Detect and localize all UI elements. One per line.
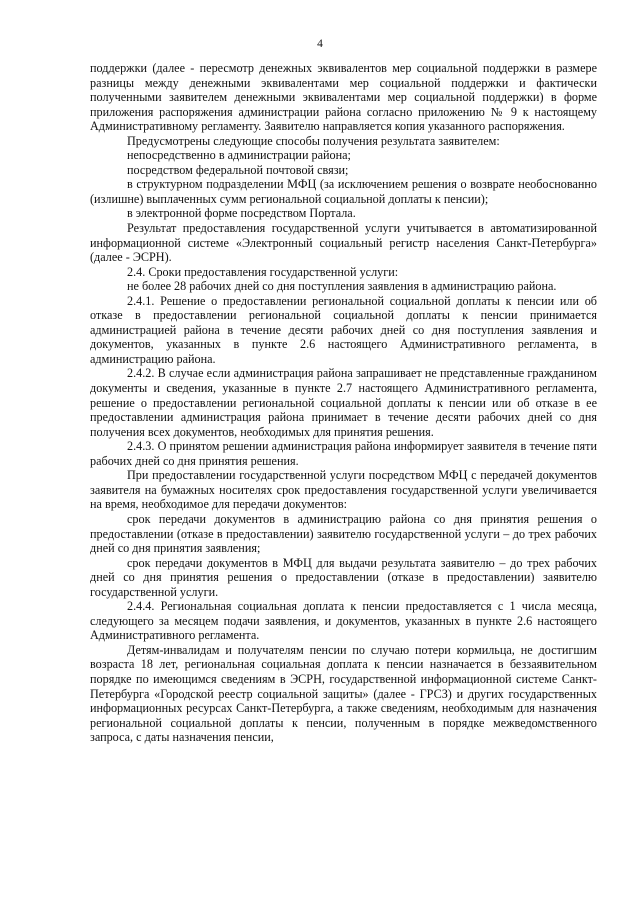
paragraph: 2.4.2. В случае если администрация района запрашивает не представленные гражданином документы и сведения, указанные в пункте 2.7 настоящего Административного регламента, решение о предоставлении региональной социальной доплаты к пенсии или об отказе в ее предоставлении администрация района принимает в течение десяти рабочих дней со дня получения всех документов, необходимых для принятия решения. [90,366,597,439]
paragraph: При предоставлении государственной услуги посредством МФЦ с передачей документов заявителя на бумажных носителях срок предоставления государственной услуги увеличивается на время, необходимое для передачи документов: [90,468,597,512]
paragraph: Детям-инвалидам и получателям пенсии по случаю потери кормильца, не достигшим возраста 18 лет, региональная социальная доплата к пенсии назначается в беззаявительном порядке по имеющимся сведениям в ЭСРН, государственной информационной системе Санкт-Петербурга «Городской реестр социальной защиты» (далее - ГРСЗ) и других государственных информационных ресурсах Санкт-Петербурга, а также сведениям, необходимым для назначения региональной социальной доплаты к пенсии, полученным в порядке межведомственного запроса, с даты назначения пенсии, [90,642,597,745]
paragraph: поддержки (далее - пересмотр денежных эквивалентов мер социальной поддержки в размере разницы между денежными эквивалентами мер социальной поддержки и фактически полученными заявителем денежными эквивалентами мер социальной поддержки) в форме приложения распоряжения администрации района согласно приложению № 9 к настоящему Административному регламенту. Заявителю направляется копия указанного распоряжения. [90,61,597,134]
list-item: посредством федеральной почтовой связи; [127,162,349,177]
paragraph: Предусмотрены следующие способы получения результата заявителем: [127,133,500,148]
paragraph: не более 28 рабочих дней со дня поступления заявления в администрацию района. [127,279,557,294]
paragraph: 2.4.1. Решение о предоставлении региональной социальной доплаты к пенсии или об отказе в предоставлении региональной социальной доплаты к пенсии принимается администрацией района в течение десяти рабочих дней со дня поступления заявления и документов, указанных в пункте 2.6 настоящего Административного регламента, в администрацию района. [90,293,597,366]
paragraph: Результат предоставления государственной услуги учитывается в автоматизированной информационной системе «Электронный социальный регистр населения Санкт-Петербурга» (далее - ЭСРН). [90,221,597,265]
document-body [90,61,597,745]
paragraph: 2.4.3. О принятом решении администрация района информирует заявителя в течение пяти рабочих дней со дня принятия решения. [90,439,597,468]
list-item: в структурном подразделении МФЦ (за исключением решения о возврате необоснованно (излишне) выплаченных сумм региональной социальной доплаты к пенсии); [90,177,597,206]
section-heading: 2.4. Сроки предоставления государственной услуги: [127,264,399,279]
list-item: непосредственно в администрации района; [127,148,351,163]
paragraph: 2.4.4. Региональная социальная доплата к пенсии предоставляется с 1 числа месяца, следующего за месяцем подачи заявления, и документов, указанных в пункте 2.6 настоящего Административного регламента. [90,599,597,643]
list-item: срок передачи документов в МФЦ для выдачи результата заявителю – до трех рабочих дней со дня принятия решения о предоставлении (отказе в предоставлении) заявителю государственной услуги. [90,555,597,599]
page-number: 4 [317,38,323,50]
list-item: срок передачи документов в администрацию района со дня принятия решения о предоставлении (отказе в предоставлении) заявителю государственной услуги – до трех рабочих дней со дня принятия заявления; [90,511,597,556]
list-item: в электронной форме посредством Портала. [127,206,356,221]
